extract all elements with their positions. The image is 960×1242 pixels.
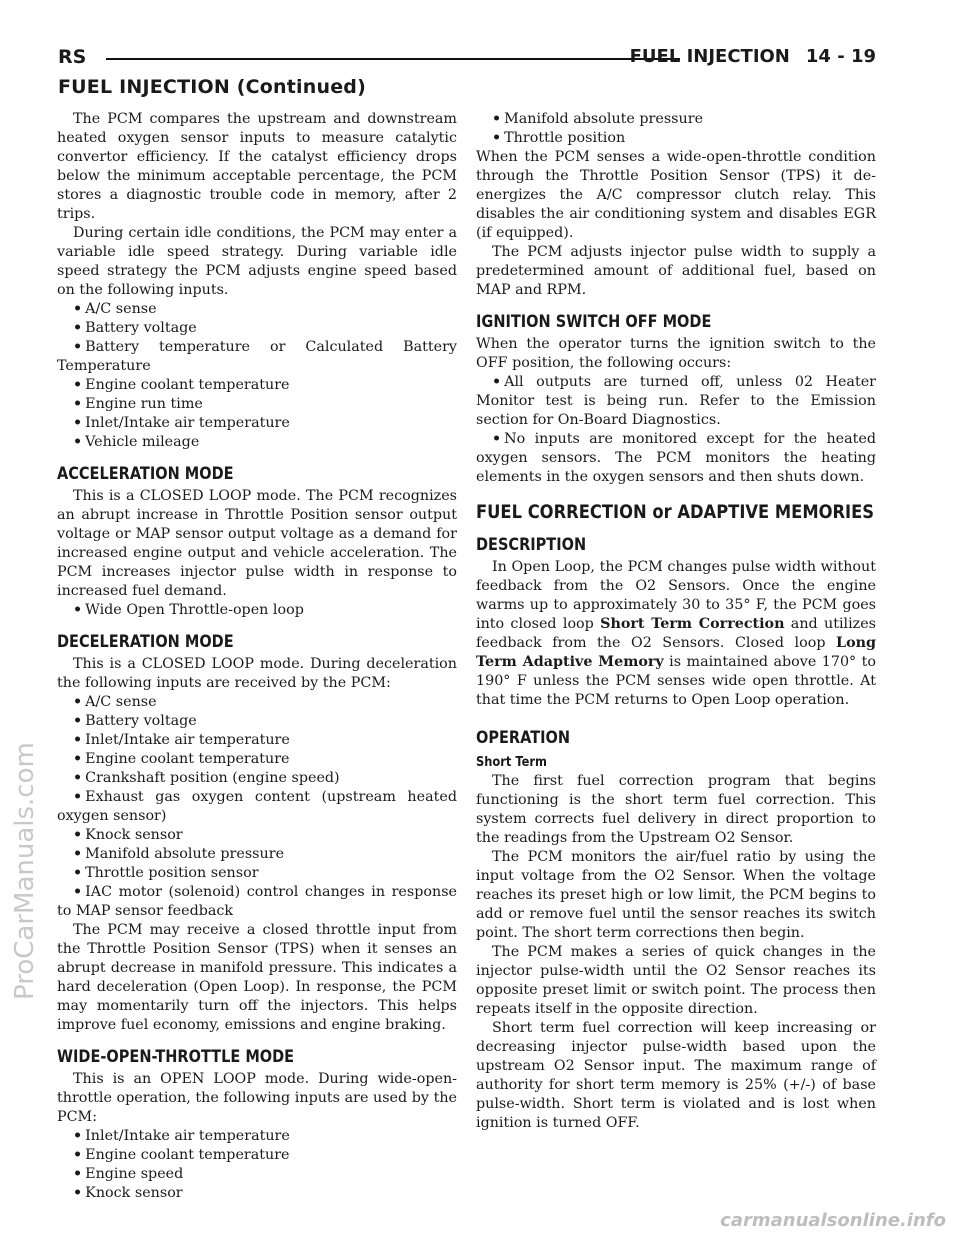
list-item: • Inlet/Intake air temperature (73, 415, 290, 431)
bullet-icon: • (73, 1166, 83, 1182)
section-heading-fuel-correction: FUEL CORRECTION or ADAPTIVE MEMORIES (476, 501, 875, 523)
list-item: • Knock sensor (73, 827, 183, 843)
right-column (476, 110, 876, 1133)
paragraph: The PCM may receive a closed throttle input from the Throttle Position Sensor (TPS) when it senses an abrupt decrease in manifold pressure. This indicates a hard deceleration (Open Loop). In response, the PCM may momentarily turn off the injectors. This helps improve fuel economy, emissions and engine braking. (57, 922, 457, 1033)
list-item: • Engine coolant temperature (73, 751, 290, 767)
header-right (630, 46, 876, 67)
bullet-icon: • (73, 751, 83, 767)
bullet-icon: • (73, 770, 83, 786)
header-section: FUEL INJECTION (629, 46, 790, 67)
bullet-icon: • (73, 846, 83, 862)
paragraph: The PCM adjusts injector pulse width to supply a predetermined amount of additional fuel, based on MAP and RPM. (476, 244, 876, 298)
list-item: • Engine run time (73, 396, 203, 412)
section-heading-ignition-switch-off: IGNITION SWITCH OFF MODE (476, 312, 712, 331)
list-item: • Knock sensor (73, 1185, 183, 1201)
list-item: • Crankshaft position (engine speed) (73, 770, 340, 786)
paragraph: The PCM compares the upstream and downstream heated oxygen sensor inputs to measure catalytic convertor efficiency. If the catalyst efficiency drops below the minimum acceptable percentage, the PCM stores a diagnostic trouble code in memory, after 2 trips. (57, 111, 457, 222)
bullet-icon: • (492, 431, 502, 447)
paragraph: This is a CLOSED LOOP mode. During deceleration the following inputs are received by the PCM: (57, 656, 457, 691)
header-page-number: 14 - 19 (805, 46, 876, 67)
bullet-icon: • (73, 713, 83, 729)
section-heading-wide-open-throttle: WIDE-OPEN-THROTTLE MODE (57, 1047, 295, 1066)
bullet-icon: • (73, 789, 83, 805)
subheading-operation: OPERATION (476, 728, 571, 747)
bullet-icon: • (73, 434, 83, 450)
section-heading-acceleration: ACCELERATION MODE (57, 464, 234, 483)
list-item: • A/C sense (73, 301, 157, 317)
paragraph: Short term fuel correction will keep increasing or decreasing injector pulse-width based upon the upstream O2 Sensor input. The maximum range of authority for short term memory is 25% (+/-) of base pulse-width. Short term is violated and is lost when ignition is turned OFF. (476, 1020, 876, 1131)
subheading-short-term: Short Term (476, 755, 547, 770)
list-item: • Battery voltage (73, 320, 197, 336)
header-rule (106, 58, 680, 60)
paragraph: When the operator turns the ignition switch to the OFF position, the following occurs: (476, 336, 876, 371)
bullet-icon: • (492, 374, 502, 390)
bullet-icon: • (73, 1185, 83, 1201)
list-item: • Wide Open Throttle-open loop (73, 602, 304, 618)
list-item: • Engine coolant temperature (73, 1147, 290, 1163)
list-item: • All outputs are turned off, unless 02 Heater Monitor test is being run. Refer to the Emission section for On-Board Diagnostics. (476, 374, 876, 428)
list-item: • Vehicle mileage (73, 434, 200, 450)
bottom-watermark: carmanualsonline.info (720, 1210, 946, 1231)
bullet-icon: • (73, 301, 83, 317)
list-item: • Battery voltage (73, 713, 197, 729)
paragraph: During certain idle conditions, the PCM may enter a variable idle speed strategy. During variable idle speed strategy the PCM adjusts engine speed based on the following inputs. (57, 225, 457, 298)
list-item: • Exhaust gas oxygen content (upstream heated oxygen sensor) (57, 789, 457, 824)
list-item: • A/C sense (73, 694, 157, 710)
paragraph: This is an OPEN LOOP mode. During wide-open-throttle operation, the following inputs are used by the PCM: (57, 1071, 457, 1125)
bullet-icon: • (73, 827, 83, 843)
side-watermark: ProCarManuals.com (10, 742, 40, 1000)
bullet-icon: • (73, 415, 83, 431)
paragraph: In Open Loop, the PCM changes pulse width without feedback from the O2 Sensors. Once the engine warms up to approximately 30 to 35° F, the PCM goes into closed loop Short Term Correction and utilizes feedback from the O2 Sensors. Closed loop Long Term Adaptive Memory is maintained above 170° to 190° F unless the PCM senses wide open throttle. At that time the PCM returns to Open Loop operation. (476, 559, 876, 708)
term-short-term-correction: Short Term Correction (600, 616, 785, 632)
list-item: • Throttle position (492, 130, 626, 146)
section-heading-deceleration: DECELERATION MODE (57, 632, 234, 651)
bullet-icon: • (73, 396, 83, 412)
bullet-icon: • (73, 865, 83, 881)
list-item: • IAC motor (solenoid) control changes in response to MAP sensor feedback (57, 884, 457, 919)
paragraph: This is a CLOSED LOOP mode. The PCM recognizes an abrupt increase in Throttle Position sensor output voltage or MAP sensor output voltage as a demand for increased engine output and vehicle acceleration. The PCM increases injector pulse width in response to increased fuel demand. (57, 488, 457, 599)
continued-title: FUEL INJECTION (Continued) (58, 76, 366, 98)
list-item: • Throttle position sensor (73, 865, 259, 881)
header-code: RS (58, 46, 87, 68)
list-item: • Manifold absolute pressure (492, 111, 704, 127)
bullet-icon: • (73, 339, 83, 355)
paragraph: The PCM monitors the air/fuel ratio by using the input voltage from the O2 Sensor. When the voltage reaches its preset high or low limit, the PCM begins to add or remove fuel until the sensor reaches its switch point. The short term corrections then begin. (476, 849, 876, 941)
bullet-icon: • (492, 111, 502, 127)
paragraph: When the PCM senses a wide-open-throttle condition through the Throttle Position Sensor (TPS) it de-energizes the A/C compressor clutch relay. This disables the air conditioning system and disables EGR (if equipped). (476, 149, 876, 241)
list-item: • Inlet/Intake air temperature (73, 1128, 290, 1144)
paragraph: The first fuel correction program that begins functioning is the short term fuel correction. This system corrects fuel delivery in direct proportion to the readings from the Upstream O2 Sensor. (476, 773, 876, 846)
list-item: • Engine speed (73, 1166, 184, 1182)
bullet-icon: • (73, 1147, 83, 1163)
term-long-term-adaptive-memory: Long Term Adaptive Memory (476, 635, 876, 670)
bullet-icon: • (73, 1128, 83, 1144)
page-header (58, 44, 876, 74)
bullet-icon: • (73, 377, 83, 393)
bullet-icon: • (73, 694, 83, 710)
left-column (57, 110, 457, 1203)
bullet-icon: • (73, 320, 83, 336)
list-item: • Engine coolant temperature (73, 377, 290, 393)
list-item: • Battery temperature or Calculated Battery Temperature (57, 339, 457, 374)
subheading-description: DESCRIPTION (476, 535, 587, 554)
paragraph: The PCM makes a series of quick changes in the injector pulse-width until the O2 Sensor reaches its opposite preset limit or switch point. The process then repeats itself in the opposite direction. (476, 944, 876, 1017)
bullet-icon: • (73, 732, 83, 748)
list-item: • No inputs are monitored except for the heated oxygen sensors. The PCM monitors the heating elements in the oxygen sensors and then shuts down. (476, 431, 876, 485)
list-item: • Inlet/Intake air temperature (73, 732, 290, 748)
bullet-icon: • (492, 130, 502, 146)
bullet-icon: • (73, 602, 83, 618)
bullet-icon: • (73, 884, 83, 900)
list-item: • Manifold absolute pressure (73, 846, 285, 862)
